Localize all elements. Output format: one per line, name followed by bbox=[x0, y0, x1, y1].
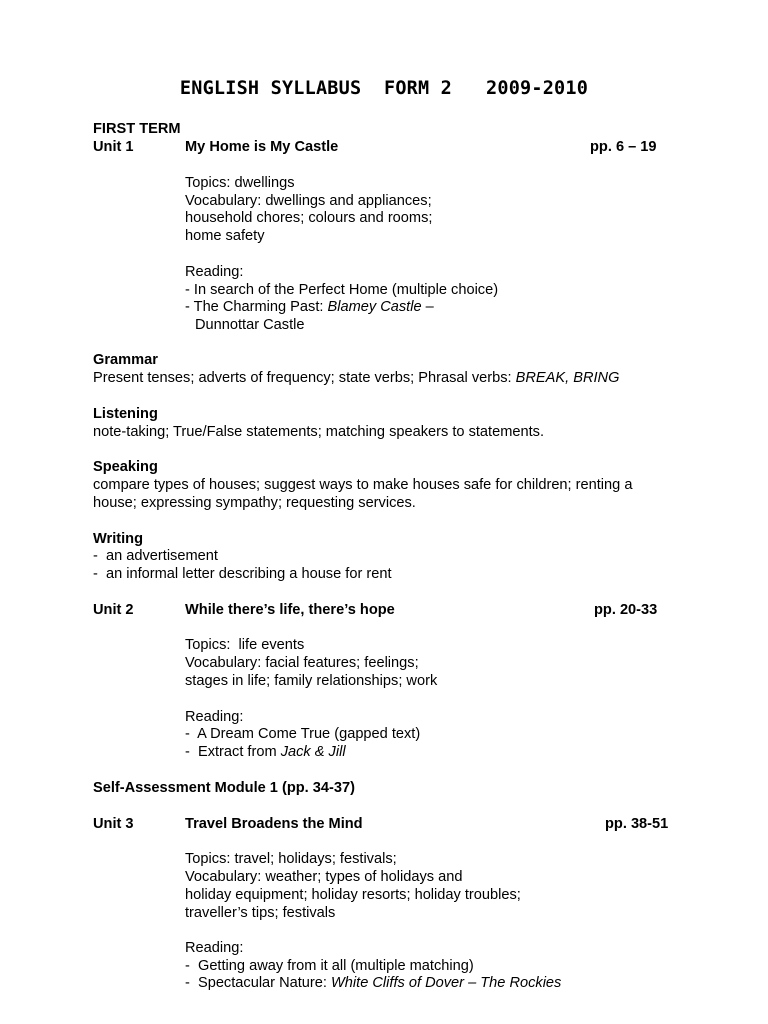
unit2-reading-2-prefix: - Extract from bbox=[185, 744, 281, 760]
speaking-text-1: compare types of houses; suggest ways to make houses safe for children; renting a bbox=[93, 477, 633, 493]
speaking-text-2: house; expressing sympathy; requesting services. bbox=[93, 495, 416, 511]
unit2-reading-label: Reading: bbox=[185, 709, 244, 725]
term-heading: FIRST TERM bbox=[93, 121, 181, 137]
writing-item-1: - an advertisement bbox=[93, 548, 218, 564]
unit2-reading-1: - A Dream Come True (gapped text) bbox=[185, 726, 421, 742]
unit3-reading-2-italic: White Cliffs of Dover – The Rockies bbox=[331, 975, 562, 991]
unit1-reading-2 bbox=[185, 298, 434, 316]
grammar-heading: Grammar bbox=[93, 352, 158, 368]
grammar-text-plain: Present tenses; adverts of frequency; state verbs; Phrasal verbs: bbox=[93, 370, 516, 386]
unit1-reading-2-suffix: – bbox=[421, 299, 434, 315]
unit2-reading-2-italic: Jack & Jill bbox=[280, 744, 346, 760]
unit1-reading-label: Reading: bbox=[185, 264, 244, 280]
writing-heading: Writing bbox=[93, 531, 143, 547]
unit1-topics: Topics: dwellings bbox=[185, 175, 295, 191]
grammar-text-italic: BREAK, BRING bbox=[515, 370, 620, 386]
unit1-vocab-1: Vocabulary: dwellings and appliances; bbox=[185, 193, 432, 209]
unit2-vocab-2: stages in life; family relationships; work bbox=[185, 673, 438, 689]
unit3-vocab-3: traveller’s tips; festivals bbox=[185, 905, 336, 921]
unit1-reading-2-prefix: - The Charming Past: bbox=[185, 299, 328, 315]
unit3-reading-2-prefix: - Spectacular Nature: bbox=[185, 975, 332, 991]
unit1-reading-1: - In search of the Perfect Home (multiple choice) bbox=[185, 282, 499, 298]
grammar-text bbox=[93, 369, 619, 387]
self-assessment-heading: Self-Assessment Module 1 (pp. 34-37) bbox=[93, 780, 355, 796]
page-title: ENGLISH SYLLABUS FORM 2 2009-2010 bbox=[179, 78, 589, 99]
unit3-title: Travel Broadens the Mind bbox=[185, 816, 363, 832]
unit3-pages: pp. 38-51 bbox=[605, 816, 669, 832]
unit3-reading-label: Reading: bbox=[185, 940, 244, 956]
unit2-label: Unit 2 bbox=[93, 602, 134, 618]
unit1-vocab-2: household chores; colours and rooms; bbox=[185, 210, 433, 226]
unit1-pages: pp. 6 – 19 bbox=[590, 139, 657, 155]
listening-text: note-taking; True/False statements; matching speakers to statements. bbox=[93, 424, 545, 440]
unit3-label: Unit 3 bbox=[93, 816, 134, 832]
unit3-vocab-1: Vocabulary: weather; types of holidays and bbox=[185, 869, 463, 885]
unit3-vocab-2: holiday equipment; holiday resorts; holiday troubles; bbox=[185, 887, 521, 903]
unit3-reading-2 bbox=[185, 974, 561, 992]
unit1-title: My Home is My Castle bbox=[185, 139, 339, 155]
speaking-heading: Speaking bbox=[93, 459, 158, 475]
unit2-topics: Topics: life events bbox=[185, 637, 305, 653]
unit2-reading-2 bbox=[185, 743, 346, 761]
unit1-reading-2-italic: Blamey Castle bbox=[327, 299, 422, 315]
writing-item-2: - an informal letter describing a house for rent bbox=[93, 566, 392, 582]
unit2-vocab-1: Vocabulary: facial features; feelings; bbox=[185, 655, 419, 671]
unit2-pages: pp. 20-33 bbox=[594, 602, 658, 618]
unit1-vocab-3: home safety bbox=[185, 228, 265, 244]
unit2-title: While there’s life, there’s hope bbox=[185, 602, 395, 618]
listening-heading: Listening bbox=[93, 406, 158, 422]
unit3-topics: Topics: travel; holidays; festivals; bbox=[185, 851, 397, 867]
unit3-reading-1: - Getting away from it all (multiple matching) bbox=[185, 958, 474, 974]
unit1-label: Unit 1 bbox=[93, 139, 134, 155]
unit1-reading-3: Dunnottar Castle bbox=[195, 317, 305, 333]
